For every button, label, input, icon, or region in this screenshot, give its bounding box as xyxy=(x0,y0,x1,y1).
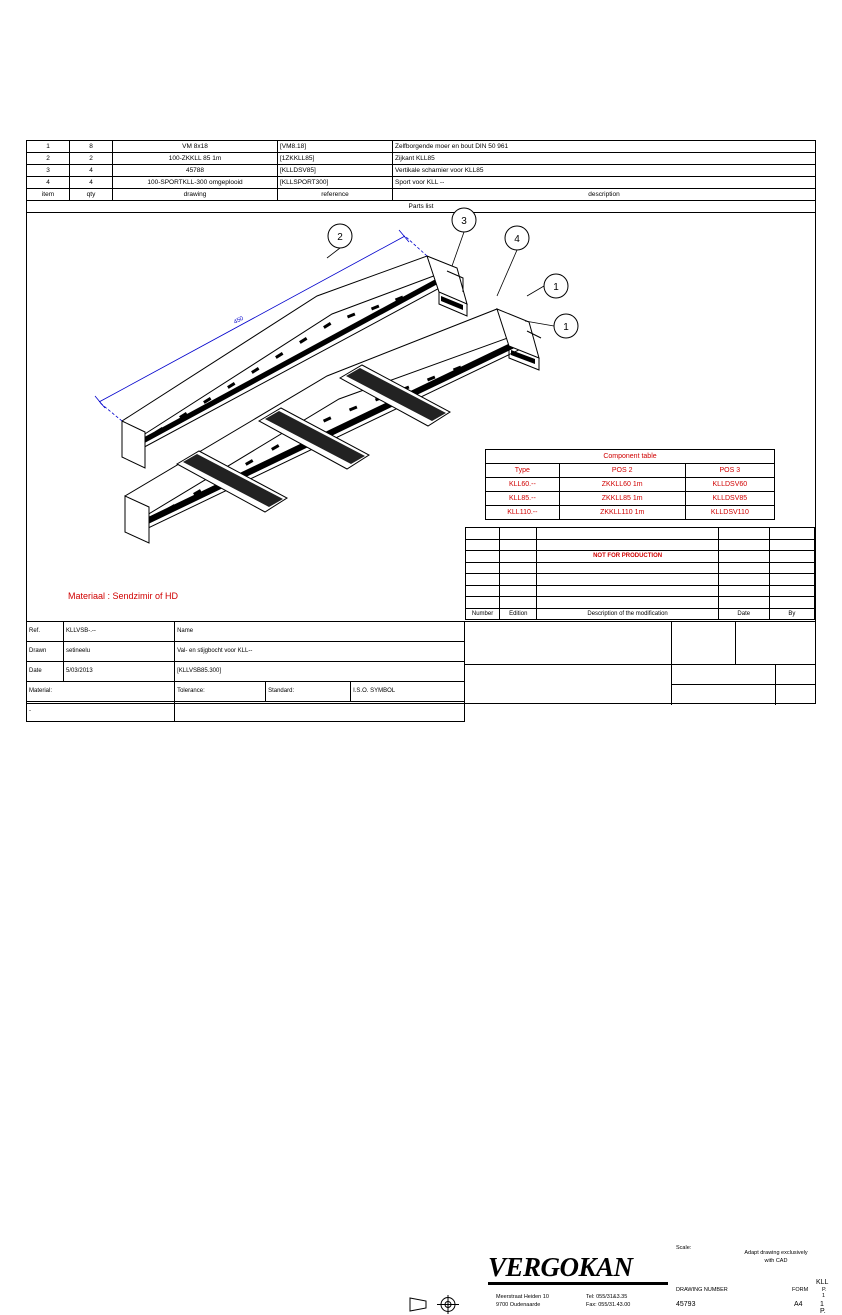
company-name: VERGOKAN xyxy=(488,1252,633,1282)
standard-label: Standard: xyxy=(266,682,351,701)
col-number: Number xyxy=(466,608,500,620)
cell-number xyxy=(466,551,500,563)
parts-list-title: Parts list xyxy=(27,201,816,213)
drawing-number-value: 45793 xyxy=(676,1301,696,1308)
cell-drawing: VM 8x18 xyxy=(113,141,278,153)
cell-pos2: ZKKLL110 1m xyxy=(559,506,685,520)
cell-by xyxy=(769,528,814,540)
cell-description: Vertikale scharnier voor KLL85 xyxy=(393,165,816,177)
page-label: P. 1 xyxy=(822,1287,827,1299)
address-line-2: 9700 Oudenaarde xyxy=(496,1302,541,1308)
col-qty: qty xyxy=(70,189,113,201)
cell-drawing: 45788 xyxy=(113,165,278,177)
cell-number xyxy=(466,597,500,609)
cell-desc xyxy=(537,574,718,586)
cell-item: 4 xyxy=(27,177,70,189)
cell-desc xyxy=(537,562,718,574)
col-pos2: POS 2 xyxy=(559,464,685,478)
col-description: description xyxy=(393,189,816,201)
cell-desc xyxy=(537,585,718,597)
table-row xyxy=(486,492,775,506)
cell-pos3: KLLDSV85 xyxy=(685,492,774,506)
name-code: [KLLVSB85.300] xyxy=(175,662,465,682)
material-label: Material: xyxy=(27,682,175,702)
table-row xyxy=(466,528,815,540)
table-row xyxy=(466,574,815,586)
col-drawing: drawing xyxy=(113,189,278,201)
col-type: Type xyxy=(486,464,560,478)
name-label: Name xyxy=(175,622,465,642)
iso-symbol-label: I.S.O. SYMBOL xyxy=(351,682,464,701)
cell-qty: 4 xyxy=(70,177,113,189)
cell-pos2: ZKKLL85 1m xyxy=(559,492,685,506)
cell-reference: [VM8.18] xyxy=(278,141,393,153)
cell-item: 2 xyxy=(27,153,70,165)
iso-projection-symbol xyxy=(406,1294,466,1314)
not-for-production-note: NOT FOR PRODUCTION xyxy=(537,551,718,563)
dimension-label: 450 xyxy=(233,315,245,326)
title-block-row-drawn xyxy=(27,642,465,662)
col-by: By xyxy=(769,608,814,620)
table-row xyxy=(466,585,815,597)
table-row xyxy=(466,539,815,551)
date-value: 5/03/2013 xyxy=(64,662,175,682)
table-row xyxy=(466,597,815,609)
company-address xyxy=(496,1293,549,1309)
balloon-1b-label: 1 xyxy=(563,322,569,333)
form-value: A4 xyxy=(794,1301,803,1308)
kll-label: KLL xyxy=(816,1279,829,1286)
cell-drawing: 100-ZKKLL 85 1m xyxy=(113,153,278,165)
balloon-2-label: 2 xyxy=(337,232,343,243)
cell-description: Zijkant KLL85 xyxy=(393,153,816,165)
title-block-row-date xyxy=(27,662,465,682)
drawn-value: setineelu xyxy=(64,642,175,662)
form-label: FORM xyxy=(792,1287,809,1293)
fax-line: Fax: 055/31.43.00 xyxy=(586,1302,631,1308)
balloon-4-label: 4 xyxy=(514,234,520,245)
drawn-label: Drawn xyxy=(27,642,64,662)
col-date: Date xyxy=(718,608,769,620)
adapt-drawing-note: Adapt drawing exclusively with CAD xyxy=(744,1250,808,1264)
address-line-1: Meerstraat Heiden 10 xyxy=(496,1294,549,1300)
cell-reference: [KLLSPORT300] xyxy=(278,177,393,189)
cell-desc xyxy=(537,539,718,551)
cell-desc xyxy=(537,597,718,609)
table-row xyxy=(486,478,775,492)
cell-edition xyxy=(500,574,537,586)
cell-by xyxy=(769,539,814,551)
balloon-3-label: 3 xyxy=(461,216,467,227)
drawing-number-label: DRAWING NUMBER xyxy=(676,1287,728,1293)
cell-reference: [KLLDSV85] xyxy=(278,165,393,177)
company-contact xyxy=(586,1293,630,1309)
col-description: Description of the modification xyxy=(537,608,718,620)
cell-edition xyxy=(500,562,537,574)
cell-qty: 2 xyxy=(70,153,113,165)
cell-date xyxy=(718,597,769,609)
cell-date xyxy=(718,585,769,597)
balloon-1a-label: 1 xyxy=(553,282,559,293)
cell-item: 3 xyxy=(27,165,70,177)
modification-note-row xyxy=(466,551,815,563)
cell-description: Sport voor KLL -- xyxy=(393,177,816,189)
col-reference: reference xyxy=(278,189,393,201)
cell-by xyxy=(769,597,814,609)
title-block-row-material xyxy=(27,682,465,702)
title-block xyxy=(26,621,829,1315)
cell-drawing: 100-SPORTKLL-300 omgeplooid xyxy=(113,177,278,189)
cell-edition xyxy=(500,551,537,563)
col-pos3: POS 3 xyxy=(685,464,774,478)
col-edition: Edition xyxy=(500,608,537,620)
cell-qty: 8 xyxy=(70,141,113,153)
cell-date xyxy=(718,539,769,551)
material-sub-cells xyxy=(175,682,464,701)
scale-label: Scale: xyxy=(676,1245,692,1251)
material-note: Materiaal : Sendzimir of HD xyxy=(68,591,179,601)
page-value: 1 P. xyxy=(820,1301,826,1315)
name-value: Val- en stijgbocht voor KLL-- xyxy=(175,642,465,662)
cell-edition xyxy=(500,597,537,609)
date-label: Date xyxy=(27,662,64,682)
cell-by xyxy=(769,585,814,597)
modification-table-header-row xyxy=(466,608,815,620)
cell-by xyxy=(769,551,814,563)
title-block-left xyxy=(26,621,465,714)
logo-underline xyxy=(488,1282,668,1285)
component-table-title: Component table xyxy=(486,450,775,464)
cell-type: KLL60.-- xyxy=(486,478,560,492)
cell-description: Zelfborgende moer en bout DIN 50 961 xyxy=(393,141,816,153)
cell-edition xyxy=(500,539,537,551)
cell-desc xyxy=(537,528,718,540)
cell-date xyxy=(718,562,769,574)
cell-edition xyxy=(500,585,537,597)
cell-edition xyxy=(500,528,537,540)
component-table xyxy=(485,449,775,520)
material-sub-row xyxy=(175,682,465,702)
cell-by xyxy=(769,562,814,574)
component-table-header-row xyxy=(486,464,775,478)
cell-reference: [1ZKKLL85] xyxy=(278,153,393,165)
component-table-title-row xyxy=(486,450,775,464)
title-block-row-material-value xyxy=(27,702,465,722)
modification-table xyxy=(465,527,815,620)
cell-number xyxy=(466,574,500,586)
iso-symbol-cell xyxy=(175,702,465,722)
tel-line: Tel: 055/31&3.35 xyxy=(586,1294,628,1300)
cell-date xyxy=(718,574,769,586)
material-value: - xyxy=(27,702,175,722)
cell-number xyxy=(466,528,500,540)
col-item: item xyxy=(27,189,70,201)
company-logo xyxy=(488,1252,668,1286)
cell-date xyxy=(718,551,769,563)
cell-number xyxy=(466,585,500,597)
cell-qty: 4 xyxy=(70,165,113,177)
cell-number xyxy=(466,539,500,551)
cell-date xyxy=(718,528,769,540)
cell-type: KLL110.-- xyxy=(486,506,560,520)
table-row xyxy=(466,562,815,574)
cell-pos3: KLLDSV60 xyxy=(685,478,774,492)
cell-item: 1 xyxy=(27,141,70,153)
tolerance-label: Tolerance: xyxy=(175,682,266,701)
cell-number xyxy=(466,562,500,574)
cell-pos3: KLLDSV110 xyxy=(685,506,774,520)
title-block-right xyxy=(465,621,816,704)
cell-by xyxy=(769,574,814,586)
ref-value: KLLVSB-.-- xyxy=(64,622,175,642)
table-row xyxy=(486,506,775,520)
cell-type: KLL85.-- xyxy=(486,492,560,506)
ref-label: Ref. xyxy=(27,622,64,642)
cell-pos2: ZKKLL60 1m xyxy=(559,478,685,492)
title-block-row-ref xyxy=(27,622,465,642)
